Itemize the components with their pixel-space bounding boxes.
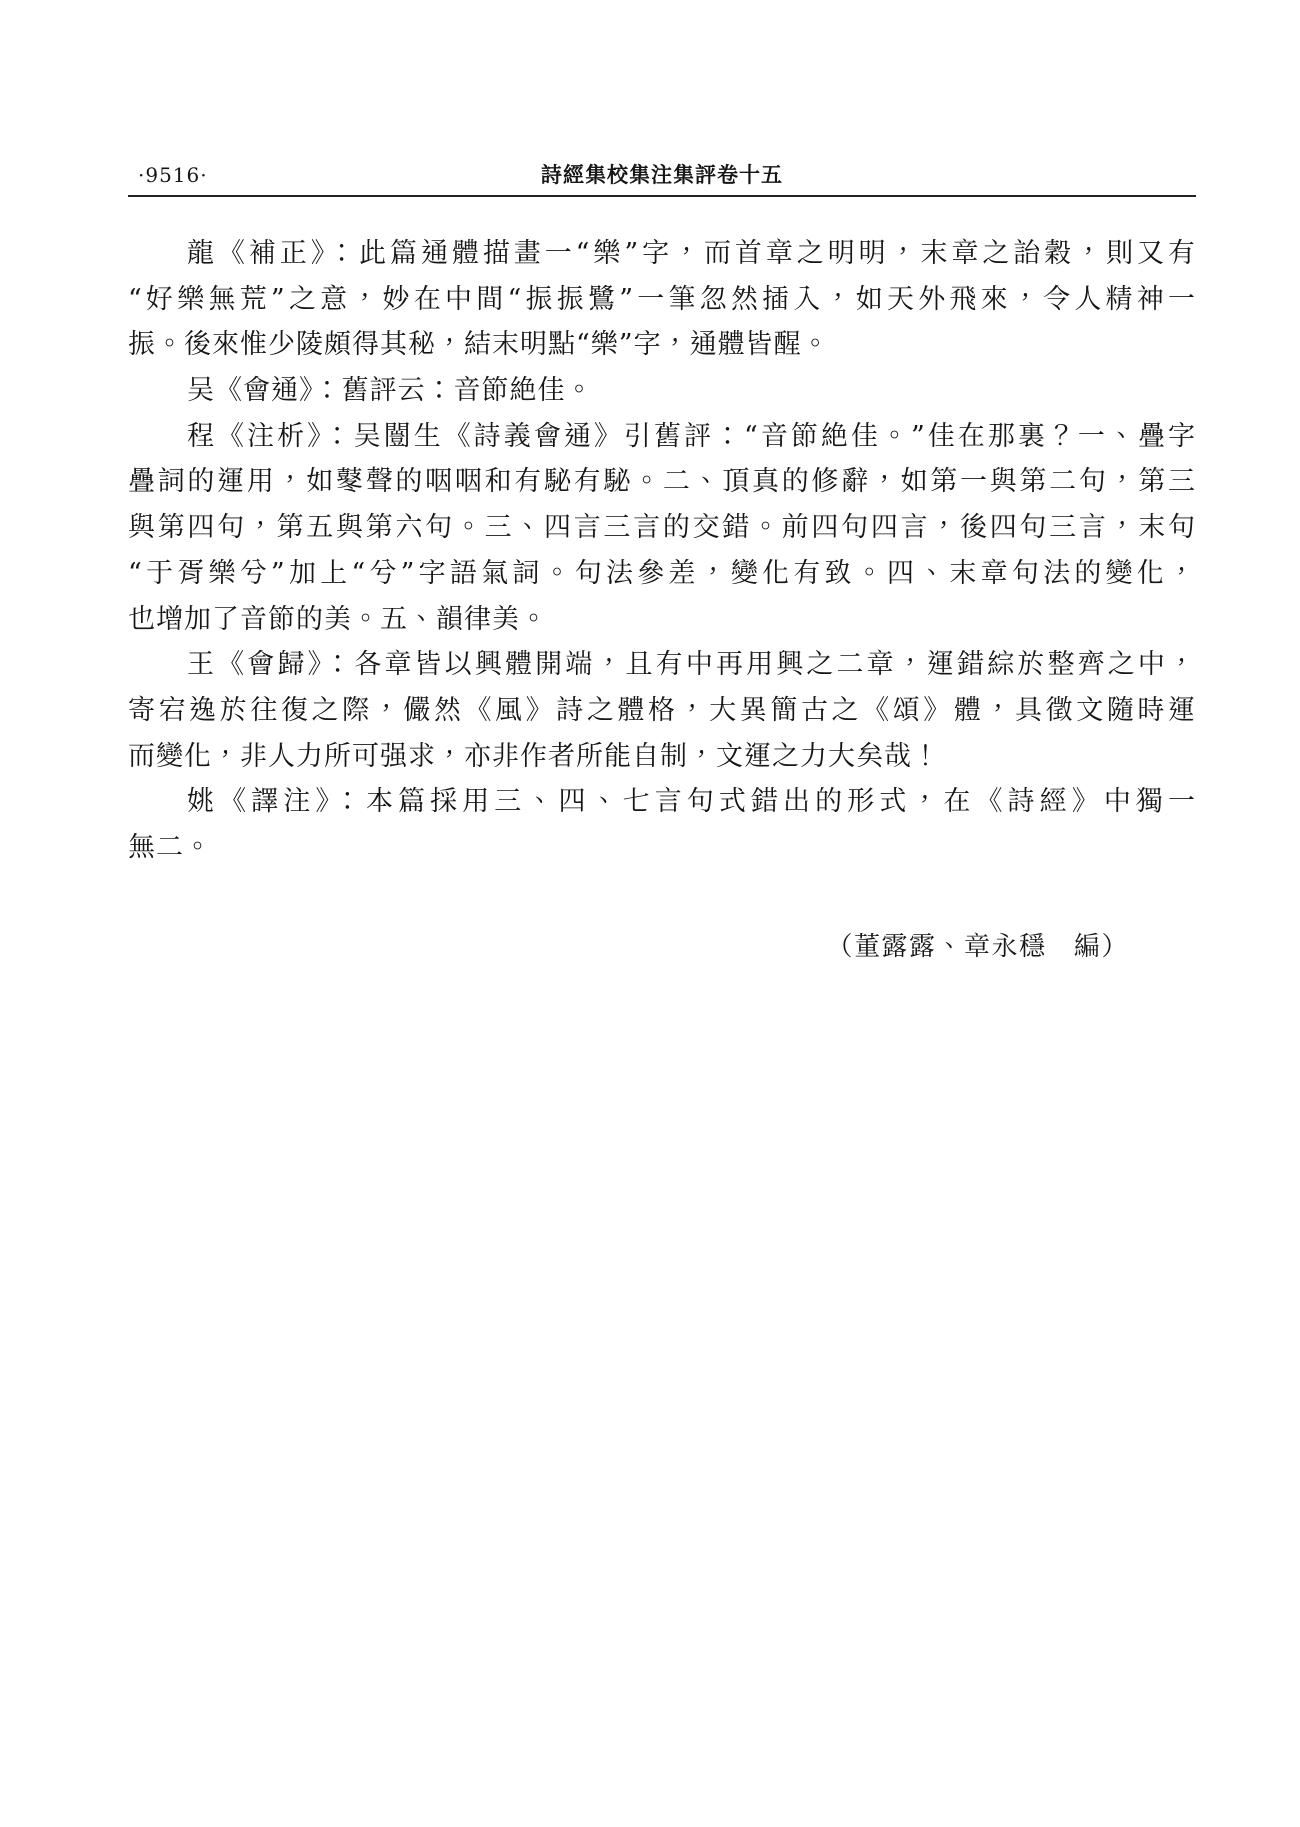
text-line: “好樂無荒”之意，妙在中間“振振鷺”一筆忽然插入，如天外飛來，令人精神一 <box>128 283 1196 315</box>
text-line: 疊詞的運用，如鼕聲的咽咽和有駜有駜。二、頂真的修辭，如第一與第二句，第三 <box>128 466 1196 498</box>
editor-signature: （董露露、章永穩 編） <box>826 932 1129 962</box>
text-line: 龍《補正》：此篇通體描畫一“樂”字，而首章之明明，末章之詒穀，則又有 <box>187 238 1196 269</box>
text-line: 與第四句，第五與第六句。三、四言三言的交錯。前四句四言，後四句三言，末句 <box>128 512 1196 544</box>
paragraph-wang-huigui <box>128 642 1196 779</box>
text-line: “于胥樂兮”加上“兮”字語氣詞。句法參差，變化有致。四、末章句法的變化， <box>128 557 1196 589</box>
paragraph-wu-huitong <box>128 368 1196 414</box>
text-line: 姚《譯注》：本篇採用三、四、七言句式錯出的形式，在《詩經》中獨一 <box>187 786 1196 818</box>
paragraph-yao-yizhu <box>128 779 1196 870</box>
text-line: 而變化，非人力所可强求，亦非作者所能自制，文運之力大矣哉！ <box>128 740 940 772</box>
running-title: 詩經集校集注集評卷十五 <box>541 162 783 187</box>
paragraph-cheng-zhuxi <box>128 414 1196 642</box>
body-text <box>128 231 1196 871</box>
text-line: 寄宕逸於往復之際，儼然《風》詩之體格，大異簡古之《頌》體，具徵文隨時運 <box>128 694 1196 726</box>
text-line: 振。後來惟少陵頗得其秘，結末明點“樂”字，通體皆醒。 <box>128 329 830 361</box>
text-line: 也增加了音節的美。五、韻律美。 <box>128 603 548 635</box>
header-rule <box>128 195 1196 197</box>
text-line: 無二。 <box>128 831 212 863</box>
text-line: 吴《會通》：舊評云：音節絶佳。 <box>187 375 594 407</box>
text-line: 王《會歸》：各章皆以興體開端，且有中再用興之二章，運錯綜於整齊之中， <box>187 649 1196 681</box>
text-line: 程《注析》：吴闓生《詩義會通》引舊評：“音節絶佳。”佳在那裏？一、疊字 <box>187 420 1196 452</box>
paragraph-long-buzheng <box>128 231 1196 368</box>
page-number: ·9516· <box>138 163 208 187</box>
